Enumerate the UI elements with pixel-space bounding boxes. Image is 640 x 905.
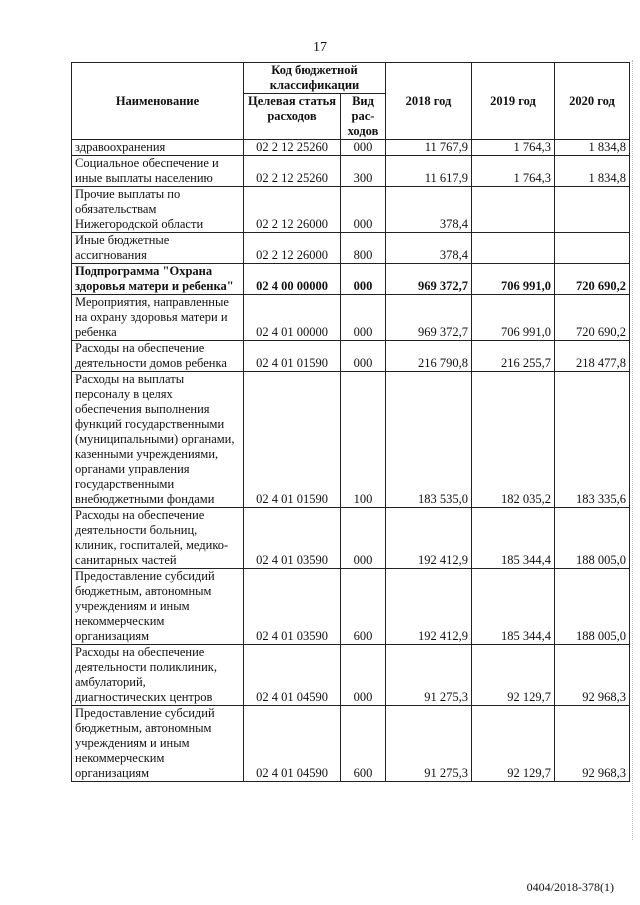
row-name: Расходы на обеспечение деятельности больниц, клиник, госпиталей, медико-санитарных частей — [72, 508, 244, 569]
row-name: Предоставление субсидий бюджетным, автономным учреждениям и иным некоммерческим организациям — [72, 569, 244, 645]
row-2019: 706 991,0 — [472, 264, 555, 295]
row-name: здравоохранения — [72, 140, 244, 156]
row-name: Мероприятия, направленные на охрану здоровья матери и ребенка — [72, 295, 244, 341]
row-name: Расходы на обеспечение деятельности поликлиник, амбулаторий, диагностических центров — [72, 645, 244, 706]
row-2018: 91 275,3 — [386, 645, 472, 706]
row-2020: 720 690,2 — [555, 295, 630, 341]
row-code: 02 4 00 00000 — [244, 264, 341, 295]
row-2019 — [472, 233, 555, 264]
table-row — [72, 341, 630, 372]
row-code: 02 4 01 04590 — [244, 645, 341, 706]
row-type: 000 — [341, 264, 386, 295]
table-row — [72, 372, 630, 508]
row-name: Социальное обеспечение и иные выплаты населению — [72, 156, 244, 187]
row-name: Прочие выплаты по обязательствам Нижегородской области — [72, 187, 244, 233]
row-2019: 216 255,7 — [472, 341, 555, 372]
row-2019: 1 764,3 — [472, 140, 555, 156]
row-2020: 188 005,0 — [555, 569, 630, 645]
table-row — [72, 156, 630, 187]
header-2018: 2018 год — [386, 63, 472, 140]
row-2018: 11 767,9 — [386, 140, 472, 156]
row-code: 02 4 01 01590 — [244, 372, 341, 508]
row-code: 02 4 01 03590 — [244, 508, 341, 569]
header-name: Наименование — [72, 63, 244, 140]
row-type: 800 — [341, 233, 386, 264]
row-2018: 378,4 — [386, 233, 472, 264]
row-name: Подпрограмма "Охрана здоровья матери и ребенка" — [72, 264, 244, 295]
row-type: 100 — [341, 372, 386, 508]
row-name: Иные бюджетные ассигнования — [72, 233, 244, 264]
row-2019 — [472, 187, 555, 233]
row-2019: 92 129,7 — [472, 645, 555, 706]
row-2019: 185 344,4 — [472, 508, 555, 569]
row-name: Расходы на обеспечение деятельности домов ребенка — [72, 341, 244, 372]
row-type: 000 — [341, 140, 386, 156]
table-row — [72, 295, 630, 341]
table-row — [72, 233, 630, 264]
row-2020: 720 690,2 — [555, 264, 630, 295]
row-type: 000 — [341, 187, 386, 233]
row-2020: 1 834,8 — [555, 140, 630, 156]
table-row — [72, 140, 630, 156]
row-2020: 1 834,8 — [555, 156, 630, 187]
header-target-article: Целевая статья расходов — [244, 94, 341, 140]
row-2019: 92 129,7 — [472, 706, 555, 782]
row-2018: 91 275,3 — [386, 706, 472, 782]
document-reference: 0404/2018-378(1) — [526, 880, 614, 894]
row-code: 02 2 12 25260 — [244, 140, 341, 156]
row-code: 02 2 12 26000 — [244, 187, 341, 233]
row-2019: 182 035,2 — [472, 372, 555, 508]
row-2018: 192 412,9 — [386, 508, 472, 569]
row-code: 02 4 01 01590 — [244, 341, 341, 372]
row-type: 000 — [341, 508, 386, 569]
row-2020: 218 477,8 — [555, 341, 630, 372]
table-row — [72, 706, 630, 782]
row-2018: 183 535,0 — [386, 372, 472, 508]
table-row — [72, 508, 630, 569]
row-name: Предоставление субсидий бюджетным, автономным учреждениям и иным некоммерческим организациям — [72, 706, 244, 782]
row-code: 02 2 12 26000 — [244, 233, 341, 264]
row-2020: 92 968,3 — [555, 706, 630, 782]
table-row — [72, 569, 630, 645]
row-code: 02 4 01 04590 — [244, 706, 341, 782]
row-2018: 11 617,9 — [386, 156, 472, 187]
row-2020 — [555, 187, 630, 233]
budget-table — [71, 62, 630, 782]
page-number: 17 — [313, 40, 327, 55]
table-row — [72, 187, 630, 233]
table-row — [72, 264, 630, 295]
row-2019: 185 344,4 — [472, 569, 555, 645]
row-type: 600 — [341, 706, 386, 782]
row-2020: 92 968,3 — [555, 645, 630, 706]
table-row — [72, 645, 630, 706]
row-2018: 969 372,7 — [386, 264, 472, 295]
row-2020: 188 005,0 — [555, 508, 630, 569]
row-code: 02 4 01 03590 — [244, 569, 341, 645]
table-body — [72, 140, 630, 782]
row-type: 300 — [341, 156, 386, 187]
header-2019: 2019 год — [472, 63, 555, 140]
row-2018: 216 790,8 — [386, 341, 472, 372]
row-code: 02 2 12 25260 — [244, 156, 341, 187]
margin-line — [632, 60, 634, 840]
row-2018: 378,4 — [386, 187, 472, 233]
row-type: 000 — [341, 341, 386, 372]
header-expense-type: Вид рас-ходов — [341, 94, 386, 140]
row-2020: 183 335,6 — [555, 372, 630, 508]
row-type: 000 — [341, 645, 386, 706]
row-2020 — [555, 233, 630, 264]
row-2018: 969 372,7 — [386, 295, 472, 341]
row-type: 000 — [341, 295, 386, 341]
row-2019: 706 991,0 — [472, 295, 555, 341]
row-2018: 192 412,9 — [386, 569, 472, 645]
row-2019: 1 764,3 — [472, 156, 555, 187]
row-code: 02 4 01 00000 — [244, 295, 341, 341]
row-type: 600 — [341, 569, 386, 645]
header-kbk: Код бюджетной классификации — [244, 63, 386, 94]
row-name: Расходы на выплаты персоналу в целях обеспечения выполнения функций государственными (муниципальными) органами, казенными учреждениями, органами управления государственными внебюджетными фондами — [72, 372, 244, 508]
header-2020: 2020 год — [555, 63, 630, 140]
